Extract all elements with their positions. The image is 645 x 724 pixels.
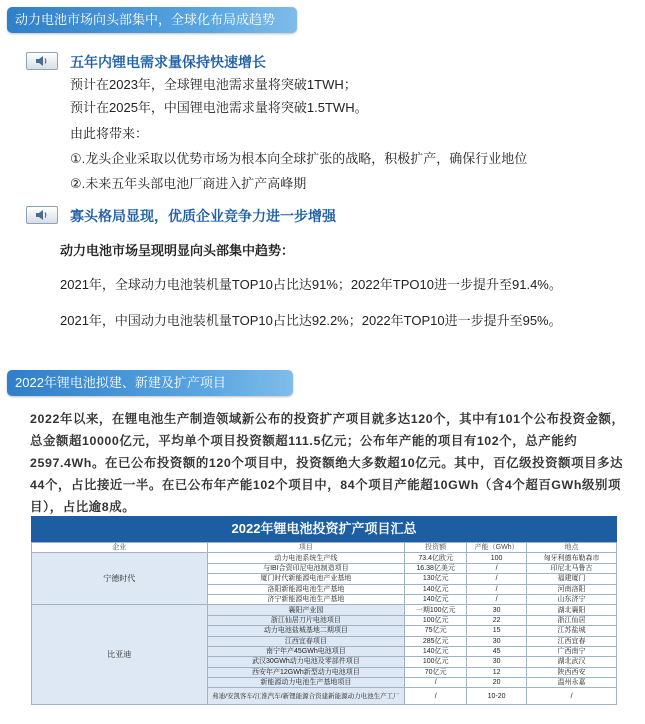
project-cell: 浙江仙居刀片电池项目 (207, 615, 405, 625)
capacity-cell: 20 (467, 678, 527, 688)
point2-heading: 寡头格局显现，优质企业竞争力进一步增强 (70, 208, 336, 224)
location-cell: 山东济宁 (527, 594, 617, 604)
column-header: 项目 (207, 543, 405, 553)
location-cell: 匈牙利德布勒森市 (527, 553, 617, 563)
project-cell: 新能源动力电池生产基地项目 (207, 678, 405, 688)
investment-cell: 140亿元 (405, 584, 467, 594)
point1-line: 由此将带来： (70, 126, 149, 141)
capacity-cell: 30 (467, 636, 527, 646)
investment-cell: / (405, 678, 467, 688)
project-cell: 西安年产12GWh新型动力电池项目 (207, 667, 405, 677)
location-cell: 陕西西安 (527, 667, 617, 677)
project-cell: 动力电池系统生产线 (207, 553, 405, 563)
capacity-cell: / (467, 594, 527, 604)
column-header: 企业 (32, 543, 208, 553)
table-title: 2022年锂电池投资扩产项目汇总 (31, 516, 617, 542)
investment-table (31, 542, 617, 705)
investment-cell: 73.4亿欧元 (405, 553, 467, 563)
location-cell: / (527, 688, 617, 705)
investment-cell: 100亿元 (405, 615, 467, 625)
capacity-cell: / (467, 574, 527, 584)
speaker-icon (26, 206, 58, 224)
investment-cell: 16.38亿美元 (405, 563, 467, 573)
investment-cell: 130亿元 (405, 574, 467, 584)
project-cell: 厦门时代新能源电池产业基地 (207, 574, 405, 584)
project-cell: 襄阳产业园 (207, 605, 405, 615)
capacity-cell: 45 (467, 646, 527, 656)
location-cell: 广西南宁 (527, 646, 617, 656)
capacity-cell: 15 (467, 626, 527, 636)
project-cell: 动力电池盐城基地二期项目 (207, 626, 405, 636)
project-cell: 弗迪/安凯客车/江淮汽车/新锂能源合资建新能源动力电池生产工厂 (207, 688, 405, 705)
point2-line: 2021年，中国动力电池装机量TOP10占比达92.2%；2022年TOP10进一步提升至95%。 (60, 313, 562, 328)
project-cell: 济宁新能源电池生产基地 (207, 594, 405, 604)
point1-line: 预计在2023年，全球锂电池需求量将突破1TWH； (70, 77, 357, 92)
project-cell: 武汉30GWh动力电池及零部件项目 (207, 657, 405, 667)
company-cell: 比亚迪 (32, 605, 208, 705)
location-cell: 湖北武汉 (527, 657, 617, 667)
location-cell: 江西宜春 (527, 636, 617, 646)
location-cell: 湖北襄阳 (527, 605, 617, 615)
project-cell: 江西宜春项目 (207, 636, 405, 646)
point1-line: ②.未来五年头部电池厂商进入扩产高峰期 (70, 176, 307, 191)
investment-cell: 140亿元 (405, 594, 467, 604)
investment-cell: / (405, 688, 467, 705)
project-cell: 与IBI合资印尼电池制造项目 (207, 563, 405, 573)
location-cell: 福建厦门 (527, 574, 617, 584)
location-cell: 印尼北马鲁古 (527, 563, 617, 573)
column-header: 产能（GWh） (467, 543, 527, 553)
capacity-cell: / (467, 563, 527, 573)
table-row (32, 605, 617, 615)
location-cell: 河南洛阳 (527, 584, 617, 594)
section-banner-market-trend: 动力电池市场向头部集中，全球化布局成趋势 (7, 7, 297, 33)
location-cell: 温州永嘉 (527, 678, 617, 688)
section-banner-projects: 2022年锂电池拟建、新建及扩产项目 (7, 370, 293, 396)
point1-line: 预计在2025年，中国锂电池需求量将突破1.5TWH。 (70, 100, 368, 115)
capacity-cell: 10-20 (467, 688, 527, 705)
investment-cell: 100亿元 (405, 657, 467, 667)
table-header-row (32, 543, 617, 553)
summary-paragraph: 2022年以来，在锂电池生产制造领域新公布的投资扩产项目就多达120个，其中有101个公布投资金额，总金额超10000亿元，平均单个项目投资额超111.5亿元；公布年产能的项目有102个，总产能约2597.4Wh。在已公布投资额的120个项目中，投资额绝大多数超10亿元。其中，百亿级投资额项目多达44个，占比接近一半。在已公布年产能102个项目中，84个项目产能超10GWh（含4个超百GWh级别项目），占比逾8成。 (30, 412, 625, 514)
point1-line: ①.龙头企业采取以优势市场为根本向全球扩张的战略，积极扩产，确保行业地位 (70, 151, 528, 166)
project-cell: 洛阳新能源电池生产基地 (207, 584, 405, 594)
column-header: 投资额 (405, 543, 467, 553)
company-cell: 宁德时代 (32, 553, 208, 605)
point1-heading: 五年内锂电需求量保持快速增长 (70, 54, 266, 70)
investment-cell: 一期100亿元 (405, 605, 467, 615)
location-cell: 浙江仙居 (527, 615, 617, 625)
point2-subheading: 动力电池市场呈现明显向头部集中趋势： (60, 243, 295, 258)
investment-cell: 70亿元 (405, 667, 467, 677)
project-cell: 南宁年产45GWh电池项目 (207, 646, 405, 656)
capacity-cell: 22 (467, 615, 527, 625)
investment-cell: 285亿元 (405, 636, 467, 646)
column-header: 地点 (527, 543, 617, 553)
capacity-cell: 100 (467, 553, 527, 563)
location-cell: 江苏盐城 (527, 626, 617, 636)
investment-cell: 140亿元 (405, 646, 467, 656)
capacity-cell: 12 (467, 667, 527, 677)
capacity-cell: / (467, 584, 527, 594)
capacity-cell: 30 (467, 657, 527, 667)
table-row (32, 553, 617, 563)
investment-cell: 75亿元 (405, 626, 467, 636)
speaker-icon (26, 52, 58, 70)
capacity-cell: 30 (467, 605, 527, 615)
point2-line: 2021年，全球动力电池装机量TOP10占比达91%；2022年TPO10进一步提升至91.4%。 (60, 277, 562, 292)
